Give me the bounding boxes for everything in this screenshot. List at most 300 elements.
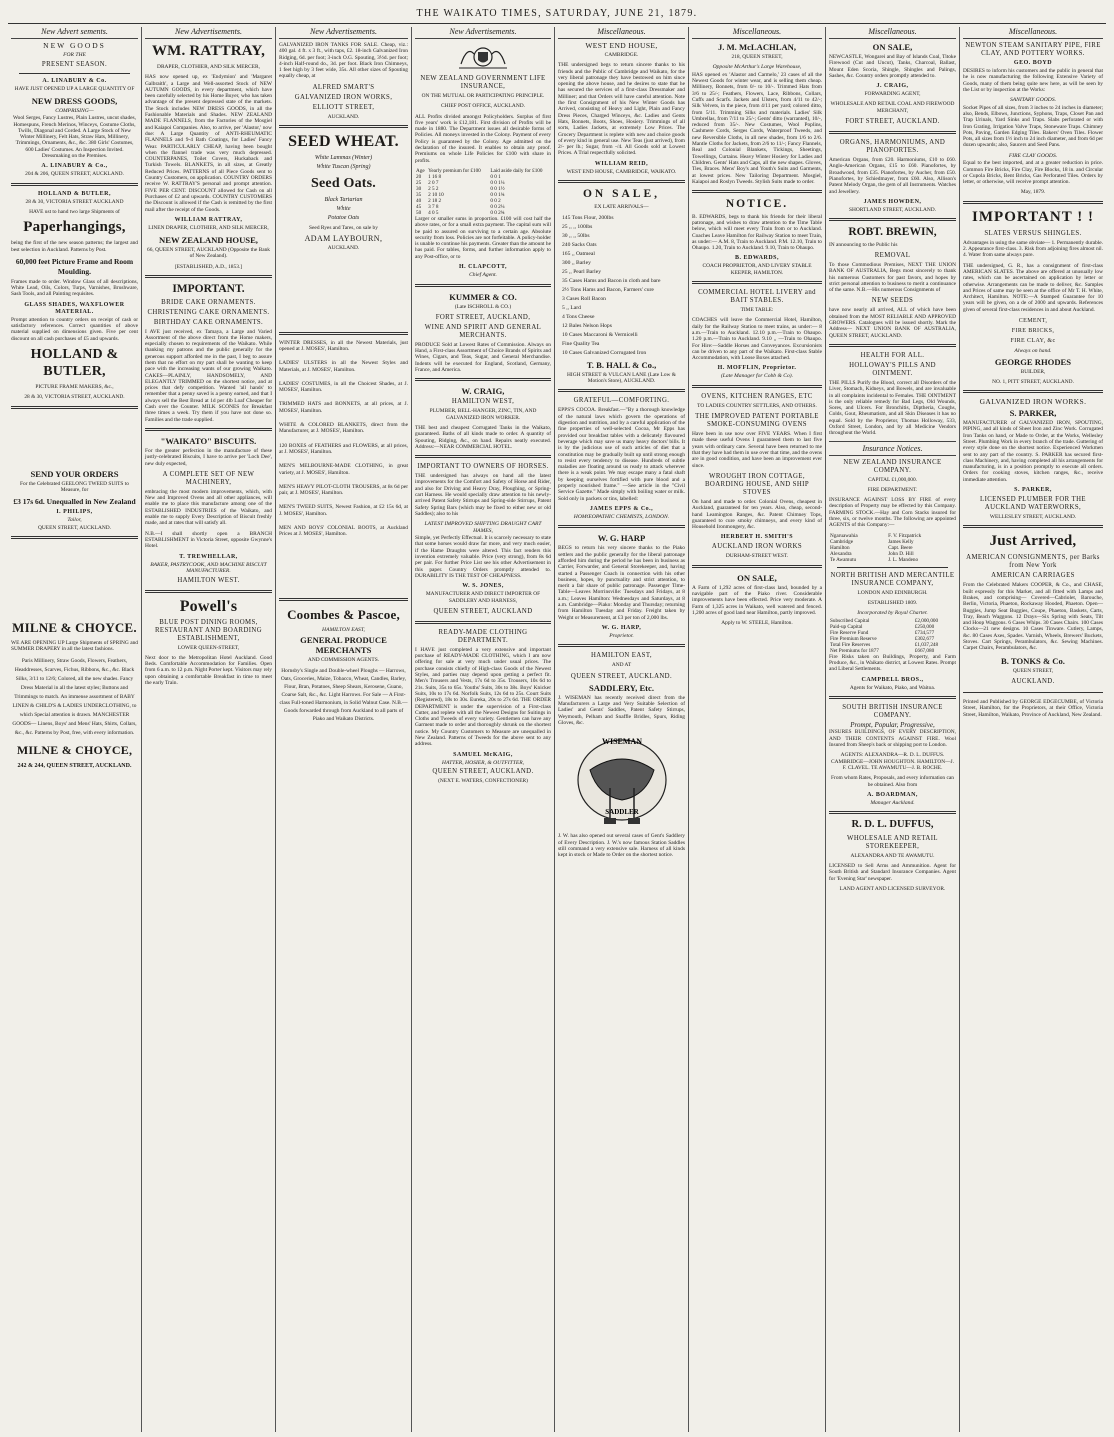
list-item: WINTER DRESSES, in all the Newest Materials, just opened at J. MOSES', Hamilton. xyxy=(279,339,408,352)
ad-text: CAPITAL £1,000,000. xyxy=(867,476,918,483)
table-cell: 0 0 2¼ xyxy=(490,203,505,210)
address: 204 & 206, QUEEN STREET, AUCKLAND. xyxy=(25,171,124,178)
ad-text: HAVE JUST OPENED UP A LARGE QUANTITY OF xyxy=(14,85,135,92)
table-cell: 35 xyxy=(416,191,422,198)
list-item: White Tuscan (Spring) xyxy=(316,164,371,171)
list-item: 25 ,, Pearl Barley xyxy=(562,268,601,275)
ad-text: FORWARDING AGENT, xyxy=(864,91,921,98)
ad-text: Chief Agent. xyxy=(469,272,497,279)
address: WELLESLEY STREET, AUCKLAND. xyxy=(989,514,1077,521)
list-item: 120 BOXES of FEATHERS and FLOWERS, at all prices, at J. MOSES', Hamilton. xyxy=(279,442,408,455)
ad-text: Tailor, xyxy=(67,517,82,524)
ad-heading: PRESENT SEASON. xyxy=(41,60,108,68)
list-item: MEN'S TWEED SUITS, Newest Fashion, at £2 15s 6d, at J. MOSES', Hamilton. xyxy=(279,504,408,517)
ad-text: CHIEF POST OFFICE, AUCKLAND. xyxy=(441,103,525,110)
ad-parker-galvanized xyxy=(963,398,1103,520)
table-cell: Subscribed Capital xyxy=(830,617,870,624)
ad-heading: PLUMBER, BELL-HANGER, ZINC, TIN, AND GALVANIZED IRON WORKER. xyxy=(429,408,537,421)
address: QUEEN STREET, AUCKLAND xyxy=(433,607,533,615)
ad-craig-plumber xyxy=(415,386,551,450)
coat-of-arms-icon xyxy=(453,42,513,72)
ad-heading: NEW DRESS GOODS, xyxy=(31,95,118,106)
table-cell: 45 xyxy=(416,203,422,210)
list-item: White Lammas (Winter) xyxy=(314,155,373,162)
ad-body: Wool Serges, Fancy Lustres, Plain Lustres, uncut shades, Homespuns, French Merinos, Winceys, Costume Cloths, Twills, Diagonal and Corded. A Large Stock of New Winter Millinery, Felt Hats, Straw Hats, Millinery, Trimmings, Ornaments, &c., &c. 380 Girls' Costumes, 600 Ladies' Costumes. An Inspection Invited. Dressmaking on the Premises. xyxy=(13,115,136,160)
ad-text: COMPRISING— xyxy=(55,107,94,114)
ad-heading: A COMPLETE SET OF NEW MACHINERY, xyxy=(162,470,255,486)
ad-heading: NEWTON STEAM SANITARY PIPE, FIRE CLAY, AND POTTERY WORKS. xyxy=(965,42,1101,57)
firm-logo: Coombes & Pascoe, xyxy=(287,606,400,622)
ad-hall-on-sale xyxy=(558,188,685,384)
signature: A. BOARDMAN, xyxy=(867,791,918,798)
ad-body: GALVANIZED IRON TANKS FOR SALE. Cheap, viz.: 400 gal. 4 ft. x 3 ft., with taps, £2. 18-inch Galvanized Iron Ridging, 6d. per foot; 3-inch O.G. Spouting, 3½d. per foot; 4-inch Half-round do., 3d. per foot. Black Iron Chimneys, 1 feet high by 3 feet wide, 35s. All other sizes of Spouting equally cheap, at xyxy=(279,42,408,80)
price: £3 17s 6d. Unequalled in New Zealand xyxy=(13,497,136,507)
address: FORT STREET, AUCKLAND, xyxy=(435,313,531,321)
ad-text: Seed Ryes and Tares, on sale by xyxy=(309,225,378,232)
table-cell: John D. Hill xyxy=(888,550,914,557)
item-list xyxy=(558,214,685,358)
table-cell: James Kelly xyxy=(888,538,914,545)
table-cell: 0 0 1 xyxy=(490,173,501,180)
ad-text: EX LATE ARRIVALS— xyxy=(594,203,649,210)
table-cell: 3 7 8 xyxy=(428,203,439,210)
ad-text: TO LADIES COUNTRY SETTLERS, AND OTHERS. xyxy=(697,402,817,409)
ad-coombes-pascoe xyxy=(279,606,408,724)
ad-heading: NORTH BRITISH AND MERCANTILE INSURANCE COMPANY, xyxy=(830,571,955,587)
ad-body: Socket Pipes of all sizes, from 3 inches to 24 inches in diameter; also, Bends, Elbows, Junctions, Syphons, Traps, Closet Pan and Trap Urinals, Yard Sinks and Traps. Slabs perforated or with Iron Grating, Irrigation Valve Traps, Stoneware Traps. Chimney Pots, Paving, Garden Edging Tiles. Bakers' Oven Tiles. Flower Pots, all sizes from 1½ inch to 24 inch diameter, and from 6d per dozen upwards; also, Saucers and Seed Pans. xyxy=(963,104,1103,149)
list-item: 35 Cases Hams and Bacon in cloth and bare xyxy=(562,277,661,284)
column-heading: Miscellaneous. xyxy=(558,27,685,39)
ad-heading: Seed Oats. xyxy=(311,176,376,192)
firm-logo: HOLLAND & BUTLER, xyxy=(30,346,119,379)
firm-name: ALFRED SMART'S xyxy=(312,83,375,91)
ad-heading: NEW ZEALAND INSURANCE COMPANY. xyxy=(843,458,942,474)
ad-heading: HEALTH FOR ALL. xyxy=(860,351,925,359)
list-item: 145 Tons Flour, 200lbs xyxy=(562,214,614,221)
table-cell: 40 xyxy=(416,197,422,204)
signature: H. CLAPCOTT, xyxy=(458,264,508,271)
ad-heading: IMPORTANT ! ! xyxy=(972,208,1094,225)
ad-heading: CHRISTENING CAKE ORNAMENTS. xyxy=(147,308,270,316)
ad-smith-ovens xyxy=(692,393,822,560)
table-cell: £2,000,000 xyxy=(914,617,939,624)
list-item: MEN'S MELBOURNE-MADE CLOTHING, in great variety, at J. MOSES', Hamilton. xyxy=(279,463,408,476)
list-item: Black Tartarian xyxy=(324,197,363,204)
ad-heading: ON SALE, xyxy=(872,42,913,52)
ad-body: INSURANCE AGAINST LOSS BY FIRE of every description of Property may be effected by this Company. FARMING STOCK.—Hay and Corn Stacks insured for three, six, or twelve months. The following are appointed AGENTS of this Company:— xyxy=(829,497,956,529)
firm-name: S. PARKER, xyxy=(1009,408,1057,419)
ad-text: FOR THE xyxy=(63,52,86,58)
table-row xyxy=(829,557,956,563)
ad-text: FIRE DEPARTMENT. xyxy=(867,486,918,493)
ad-heading: SADDLERY, Etc. xyxy=(588,682,655,693)
ad-mclachlan xyxy=(692,42,822,185)
ad-body: being the first of the new season patterns; the largest and best selection in Auckland. Patterns by Post. xyxy=(11,240,138,253)
list-item: 25 ,, ,, 100lbs xyxy=(562,223,593,230)
firm-name: R. D. L. DUFFUS, xyxy=(851,819,934,831)
address: ELLIOTT STREET, xyxy=(312,103,375,111)
ad-harp xyxy=(558,533,685,639)
ad-body: I AVE just received, ex Tamaya, a Large and Varied Assortment of the above direct from the Home makers, especially chosen to requirements of the Waikato. While thanking my patrons and the public generally for the generous support afforded me in the past, I beg to assure them that no effort on my part shall be wanting to keep pace with the increasing wants of our growing Waikato. CAKES—PLAINLY, HANDSOMELY, AND ELEGANTLY TRIMMED on the shortest notice, and at prices that defy competition. Wanted 'all hands' to remember that a penny saved is a penny earned, and that I always sell the Best Bread at 1d per 4lb Loaf Cheaper for Cash over the Counter. MILK SCONES for Breakfast three times a week. Try them if you have not done so. Families and the trade supplied. xyxy=(145,328,272,423)
table-cell: 4 0 5 xyxy=(428,209,439,216)
address: WEST END HOUSE, CAMBRIDGE, WAIKATO. xyxy=(566,168,677,175)
ad-text: LINEN DRAPER, CLOTHIER, AND SILK MERCER, xyxy=(148,224,269,231)
ad-heading: NEW SEEDS xyxy=(871,297,914,305)
ad-text: AMERICAN CONSIGNMENTS, per Barks from New York xyxy=(966,554,1100,570)
ad-body: THE PILLS Purify the Blood, correct all Disorders of the Liver, Stomach, Kidneys, and Bowels, and are invaluable in all complaints incidental to Females. THE OINTMENT is the only reliable remedy for Bad Legs, Old Wounds, Sores, and Ulcers. For Bronchitis, Diptheria, Coughs, Colds, Gout, Rheumatism, and all Skin Diseases it has no equal. Sold by the Proprietor, Thomas Holloway, 533, Oxford Street, London, and by all Medicine Vendors throughout the World. xyxy=(829,379,956,437)
ad-text: (Late Manager for Cobb & Co). xyxy=(720,373,794,380)
table-cell: Paid-up Capital xyxy=(830,623,863,630)
ad-body: Hornsby's Single and Double-wheel Ploughs — Harrows, Oats, Groceries, Maize, Tobacco, Wheat, Candles, Barley, Flour, Bran, Potatoes, Sheep Shears, Kerosene, Guano, Coarse Salt, &c., &c. Light Harrows. For Sale — A First-class Full-toned Harmonium, in Solid Walnut Case. N.B.—Goods forwarded through from Auckland to all parts of Piako and Waikato Districts. xyxy=(279,668,408,723)
table-header: Yearly premium for £100 xyxy=(428,167,481,174)
ad-seed-wheat xyxy=(279,133,408,171)
ad-heading: REMOVAL xyxy=(874,251,911,259)
ad-heading: SANITARY GOODS. xyxy=(1009,97,1057,104)
ad-text: HATTER, HOSIER, & OUTFITTER, xyxy=(441,759,525,766)
list-item: 300 ,, Barley xyxy=(562,259,591,266)
ad-steele-on-sale xyxy=(692,573,822,627)
ad-mckaig-clothing xyxy=(415,629,551,785)
ad-heading: BRIDE CAKE ORNAMENTS. xyxy=(161,298,256,306)
ad-text: AGENTS: ALEXANDRA—R. D. L. DUFFUS. CAMBRIDGE—JOHN HOUGHTON. HAMILTON—J. F. CLAVEL. TE AWAMUTU—J. B. ROCHE. xyxy=(831,752,954,771)
ad-body: MANUFACTURER of GALVANIZED IRON, SPOUTING, PIPING, and all kinds of Sheet Iron and Zinc Work. Corrugated Iron Tanks on hand, or Made to Order, at the Works, Wellesley Street. Plumbing Work in every branch of the trade. Guttering of every style done on the shortest notice. Experienced Workmen sent to any part of the country. S. PARKER has secured first-class Machinery, and, having completed all his arrangements for manufacturing, is in a position promptly to execute all orders. Orders for cooking stoves, kitchen ranges, &c., receive immediate attention. xyxy=(963,420,1103,483)
signature: HERBERT H. SMITH'S xyxy=(720,534,794,541)
ad-body: From whom Rates, Proposals, and every information can be obtained. Also from xyxy=(831,775,954,788)
ad-body: Next door to the Metropolitan Hotel Auckland. Good Beds. Comfortable Accommodation for Families. Open from 6 a.m. to 12 p.m. Night Porter kept. Visitors may rely upon obtaining a comfortable Breakfast in time to meet the early Train. xyxy=(145,654,272,687)
table-cell: 2 5 2 xyxy=(428,185,439,192)
table-cell: Capt. Beere xyxy=(888,544,913,551)
ad-text: Opposite McArthur's Large Warehouse, xyxy=(712,64,802,71)
table-cell: 1 16 8 xyxy=(428,173,442,180)
table-cell: Hamilton xyxy=(830,544,850,551)
column-heading: New Advert sements. xyxy=(11,27,138,39)
list-item: LADIES' ULSTERS in all the Newest Styles and Materials, at J. MOSES', Hamilton. xyxy=(279,360,408,373)
table-cell: 30 xyxy=(416,185,422,192)
table-cell: £734,577 xyxy=(914,629,935,636)
ad-biscuits xyxy=(145,436,272,585)
ad-text: AND COMMISSION AGENTS. xyxy=(307,657,380,664)
table-cell: Alexandra xyxy=(830,550,852,557)
ad-body: Prompt attention to country orders on receipt of cash or satisfactory references. Correct quantities of above material supplied on dimensions given. Five per cent discount on all cash purchases of £5 and upwards. xyxy=(11,316,138,342)
table-cell: Fire Premium Reserve xyxy=(830,635,877,642)
table-cell: £302,677 xyxy=(914,635,935,642)
ad-body: American Organs, from £20. Harmoniums, £10 to £60. Anglo-American Organs, £15 to £60. Pianofortes, by Broadwood, from £35. Pianofortes, by Aucher, from £50. Pianofortes, by Schiedmayer, from £60. Also, Allison's Patent Melody Organ, the gem of all Instruments. Watches and Jewellery. xyxy=(829,157,956,195)
firm-logo: MILNE & CHOYCE, xyxy=(16,742,133,757)
ad-body: J. WISEMAN has recently received direct from the Manufacturers a Large and Very Suitable Selection of Ladies' and Gents' Saddles, Patent Safety Stirrups, Weymouth, Pelham and Snaffle Bridles, Spurs, Riding Gloves, &c. xyxy=(558,694,685,726)
ad-text: Prompt, Popular, Progressive, xyxy=(850,720,935,729)
ad-text: For the Celebrated GEELONG TWEED SUITS to Measure, for xyxy=(20,480,129,493)
firm-name: HOLLAND & BUTLER, xyxy=(37,190,111,197)
list-item: LADIES' COSTUMES, in all the Choicest Shades, at J. MOSES', Hamilton. xyxy=(279,380,408,394)
column-3 xyxy=(276,27,412,1432)
column-heading: New Advertisements. xyxy=(279,27,408,39)
ad-body: PRODUCE Sold at Lowest Rates of Commission. Always on Hand, a First-class Assortment of Choice Brands of Spirits and Wines, Cigars, and Teas, Sugar, and General Merchandise. Indents will be executed for England, Scotland, Germany, France, and America. xyxy=(415,341,551,374)
address: FORT STREET, AUCKLAND. xyxy=(845,118,940,126)
ad-heading: NOTICE. xyxy=(725,198,789,211)
column-4 xyxy=(412,27,555,1432)
ad-heading: GENERAL PRODUCE MERCHANTS xyxy=(300,635,387,656)
column-heading: New Advertisements. xyxy=(145,27,272,39)
ad-powells xyxy=(145,598,272,687)
address: 28 & 30, VICTORIA STREET, AUCKLAND. xyxy=(24,394,125,401)
ad-wiseman-saddlery xyxy=(558,652,685,858)
ad-kummer xyxy=(415,292,551,374)
table-cell: 25 xyxy=(416,179,422,186)
ad-text: HAVE ust to hand two large Shipments of xyxy=(29,208,120,215)
ad-text: HAMILTON WEST. xyxy=(177,576,240,584)
table-header: Age xyxy=(416,167,425,174)
list-item: 12 Bales Nelson Hops xyxy=(562,322,612,329)
ad-text: MANUFACTURER AND DIRECT IMPORTER OF SADDLERY AND HARNESS, xyxy=(425,591,541,604)
firm-name: J. M. McLACHLAN, xyxy=(717,42,797,52)
ad-govt-life-insurance xyxy=(415,42,551,279)
masthead xyxy=(8,3,1106,24)
list-item: 5 ,, Lard xyxy=(562,304,581,311)
ad-body: THE undersigned begs to return sincere thanks to his friends and the Public of Cambridge and Waikato, for the very liberal patronage they have bestowed on him since opening the above house, and he desires to state that he has secured the services of a first-class Dressmaker and Milliner; and that Orders will have careful attention. Note the first Consignment of his New Winter Goods has Arrived, consisting of Heavy and Light, Plain and Fancy Dress Pieces, Charged Winceys, &c. Ladies and Gents Hats, Bonnets, Boots, Shoes, Hosiery. Trimmings of all sorts, Ladies Jackets, at extremely Low Prices. The Grocery Department is replete with new and choice goods of every kind in general use. New Teas (just arrived), from 2/- per lb.; Sugar, from -/4. All Goods sold at Lowest Prices. A Trial respectfully solicited. xyxy=(558,62,685,157)
column-2 xyxy=(142,27,276,1432)
ad-milne-choyce xyxy=(11,619,138,769)
ad-howden-organs xyxy=(829,139,956,213)
ad-body: Frames made to order. Window Glass of all descriptions, White Lead, Oils, Colors, Turps, Varnishes, Brushware, Sash Tools, and all Painting requisites. xyxy=(11,278,138,298)
section-heading: Insurance Notices. xyxy=(829,441,956,456)
ad-text: WHOLESALE AND RETAIL COAL AND FIREWOOD MERCHANT, xyxy=(830,101,955,114)
ad-body: Equal to the best imported, and at a greater reduction in price. Common Fire Bricks, Fire Clay, Fire Blocks, 18 in. and Circular or Cupola Bricks, Bent Bricks, Gas Perforated Tiles. Orders by letter, or otherwise, will receive prompt attention. xyxy=(963,160,1103,186)
ad-body: For the greater perfection in the manufacture of these justly-celebrated Biscuits, I have to arrive per 'Loch Dee', new duly expected, xyxy=(145,447,272,467)
table-cell: 2 18 2 xyxy=(428,197,442,204)
ad-body: NEWCASTLE, Wongarei and Bay of Islands Coal, Titoke Firewood (Cut and Uncut), Tanks, Charcoal, Ballast, Mount Eden Scoria, Shingle, Shingles and Palings, Sashes, &c. Country orders promptly attended to. xyxy=(829,54,956,79)
firm-name: ROBT. BREWIN, xyxy=(848,226,937,239)
ad-body: DESIRES to inform his customers and the public in general that he is now manufacturing the following Extensive Variety of Goods, many of them being quite new here, as will be seen by the List or by inspection at the Works: xyxy=(963,68,1103,93)
signature: W. S. JONES, xyxy=(462,583,504,590)
ad-heading: SEED WHEAT. xyxy=(288,133,399,151)
ad-body: BEGS to return his very sincere thanks to the Piako settlers and the public generally for the liberal patronage afforded him during the period he has been in business as Carrier, Forwarder, and General Storekeeper, and, having started a Passenger Coach in connection with his other business, hopes, by punctuality and strict attention, to merit a fair share of public patronage. Passenger Time-Table—Leaves Morrinsville: Tuesdays and Fridays, at 8 a.m.; Leaves Hamilton: Wednesdays and Saturdays, at 8 a.m. Cambridge—Piako: Monday and Thursday; returning from Hamilton Tuesday and Friday. Freight taken by Weight or Measurement, at £3 per ton of 2,000 lbs. xyxy=(558,545,685,621)
ad-body: A Farm of 1,292 acres of first-class land, bounded by a navigable part of the Piako river. Considerable improvements have been effected. Price very moderate. A Farm of 1,325 acres in Waikato, well watered and fenced. 1,200 acres of good land near Hamilton, partly improved. xyxy=(692,584,822,616)
ad-text: LICENSED PLUMBER FOR THE AUCKLAND WATERWORKS, xyxy=(980,496,1086,512)
table-cell: Net Premiums for 1877 xyxy=(830,647,879,654)
ad-heading: SEND YOUR ORDERS xyxy=(30,468,119,479)
firm-logo: Powell's xyxy=(179,597,238,615)
ad-smart-tanks xyxy=(279,42,408,120)
printer-imprint: Printed and Published by GEORGE EDGECUMBE, of Victoria Street, Hamilton, for the Proprietors, at their Office, Victoria Street, Hamilton, Waikato, Province of Auckland, New Zealand. xyxy=(963,698,1103,718)
ad-body: ALL Profits divided amongst Policyholders. Surplus of first five years' work is £12,181. First division of Profits will be made in 1880. The Department issues all desirable forms of Policies. All moneys invested in the Colony. Payment of every Policy is guaranteed by the Colony. Age admitted on the declaration of the insured. It enables to obtain any proof. Premiums on whole Life Policies for £100 with share in profits. xyxy=(415,113,551,164)
ad-body: INSURES BUILDINGS, OF EVERY DESCRIPTION, AND THEIR CONTENTS AGAINST FIRE. Wool Insured from Sheep's back or shipping port to London. xyxy=(829,729,956,749)
ad-boyd-pottery xyxy=(963,42,1103,196)
table-cell: 50 xyxy=(416,209,422,216)
finance-table xyxy=(829,618,956,654)
ad-text: [ESTABLISHED, A.D., 1853.] xyxy=(174,263,243,270)
table-cell: 0 0 2¾ xyxy=(490,209,505,216)
ad-body: embracing the most modern improvements, which, with New and Improved Ovens and all other appliances, will enable me to place this manufacture among one of the ESTABLISHED INDUSTRIES of the Waikato, and enable me to supply Every Description of Biscuit freshly made, and at rates that will satisfy all. xyxy=(145,488,272,527)
ad-heading: NEW ZEALAND GOVERNMENT LIFE INSURANCE, xyxy=(420,75,546,90)
list-item: 4 Tons Cheese xyxy=(562,313,595,320)
ad-heading: SOUTH BRITISH INSURANCE COMPANY. xyxy=(842,703,943,719)
list-item: 165 ,, Oatmeal xyxy=(562,250,595,257)
ad-heading: NEW ZEALAND HOUSE, xyxy=(159,235,258,246)
address: HIGH STREET & VULCAN LANE (Late Low & Motion's Store), AUCKLAND. xyxy=(567,371,676,385)
ad-body: From the Celebrated Makers COOPER, & Co., and CHASE, built expressly for this Market, and all fitted with Lamps and Brakes, and comprising— Covered—Cabriolet, Barouche, Berlin, Victoria, Phaeton, Rockaway Hooded, Phaeton. Open—Buggies, Jump Seat Buggies, Coupe, Phaeton, Baskets, Carts, Tray, Beach Waggons. 12 Drays—Six Spring with Seats, Tilt and Hoop Waggons. 6 Cases Whips. 30 Cases Chairs. 100 Cases Clocks—21 new designs. 10 Cases Tinware. Cutlery, Lamps, &c. 80 Cases Axes, Spades. Varnish, Wheels, Brewers' Buckets, Stoves. Cart Springs, Perambulators, &c. Sewing Machines. Carpet Chairs, Perambulators, &c. xyxy=(963,582,1103,652)
address: NO. 1, PITT STREET, AUCKLAND. xyxy=(992,378,1074,385)
ad-seed-oats xyxy=(279,175,408,252)
ad-rhodes-slates xyxy=(963,209,1103,385)
list-item: MEN AND BOYS' COLONIAL BOOTS, at Auckland Prices at J. MOSES', Hamilton. xyxy=(279,525,408,538)
table-cell: Ngaruawahia xyxy=(830,532,858,539)
ad-heading: ON SALE, xyxy=(582,188,661,201)
ad-text: AND AT xyxy=(611,662,632,669)
ad-text: (NEXT E. WATERS, CONFECTIONER) xyxy=(438,778,528,785)
ad-body: EPPS'S COCOA. Breakfast.—"By a thorough knowledge of the natural laws which govern the operations of digestion and nutrition, and by a careful application of the fine properties of well-selected Cocoa, Mr Epps has provided our breakfast tables with a delicately flavoured beverage which may save us many heavy doctors' bills. It is by the judicious use of such articles of diet that a constitution may be gradually built up until strong enough to resist every tendency to disease. Hundreds of subtle maladies are floating around us ready to attack wherever there is a weak point. We may escape many a fatal shaft by keeping ourselves fortified with pure blood and a properly nourished frame." —See article in the "Civil Service Gazette." Made simply with boiling water or milk. Sold only in packets or tins, labelled: xyxy=(558,407,685,502)
ad-text: GALVANIZED IRON WORKS, xyxy=(294,93,393,101)
ad-text: IN announcing to the Public his xyxy=(829,241,898,248)
ad-heading: BIRTHDAY CAKE ORNAMENTS. xyxy=(153,318,264,326)
ad-philips xyxy=(11,469,138,531)
list-item: 240 Sacks Oats xyxy=(562,241,597,248)
firm-name: A. LINABURY & Co., xyxy=(41,163,108,170)
ad-linabury xyxy=(11,42,138,178)
address: ALEXANDRA AND TE AWAMUTU. xyxy=(850,852,935,859)
table-cell: £667,080 xyxy=(914,647,935,654)
firm-name: J. CRAIG, xyxy=(876,83,909,90)
ad-duffus xyxy=(829,819,956,892)
firm-name: WM. RATTRAY, xyxy=(151,43,266,59)
table-cell: Fire Reserve Fund xyxy=(830,629,869,636)
ad-heading: LATEST IMPROVED SHIFTING DRAUGHT CART HAMES, xyxy=(424,521,542,534)
list-item: FIRE BRICKS, xyxy=(1011,328,1055,335)
list-item: White xyxy=(336,206,351,213)
saddle-engraving-icon xyxy=(562,730,682,830)
ad-text: ON THE MUTUAL OR PARTICIPATING PRINCIPLE. xyxy=(421,93,545,99)
signature: S. PARKER, xyxy=(1014,487,1052,494)
firm-name: A. LINABURY & Co. xyxy=(42,77,107,84)
ad-jones-saddlery xyxy=(415,463,551,616)
ad-text: AUCKLAND IRON WORKS xyxy=(711,543,803,551)
table-cell: Cambridge xyxy=(830,538,854,545)
signature: H. MOFFLIN, Proprietor. xyxy=(717,365,797,372)
table-cell: 20 xyxy=(416,173,422,180)
ad-heading: SLATES VERSUS SHINGLES. xyxy=(984,229,1082,237)
ad-heading: 60,000 feet Picture Frame and Room Moulding. xyxy=(15,256,134,276)
table-cell: 0 0 2 xyxy=(490,197,501,204)
table-cell: 0 0 1¾ xyxy=(490,191,505,198)
ad-heading: GRATEFUL—COMFORTING. xyxy=(573,397,670,405)
ad-important-cake xyxy=(145,283,272,423)
ad-text: PICTURE FRAME MAKERS, &c., xyxy=(35,383,114,390)
list-item: 3 Cases Roll Bacon xyxy=(562,295,606,302)
firm-name: T. B. HALL & Co., xyxy=(586,359,657,370)
signature: GEORGE RHODES xyxy=(994,356,1072,367)
ad-heading: IMPORTANT TO OWNERS OF HORSES. xyxy=(417,463,549,471)
ad-body: To those Commodious Premises, NEXT THE UNION BANK OF AUSTRALIA, Begs most sincerely to thank his numerous Customers for past favors, and hopes by strict personal attention to business to merit a continuance of the same. N.B.—His numerous Consignments of xyxy=(829,261,956,294)
ad-body: J. W. has also opened out several cases of Gent's Saddlery of Every Description. J. W.'s now famous Station Saddles still command a very extensive sale. Harness of all kinds kept in stock or Made to Order on the shortest notice. xyxy=(558,833,685,859)
ad-heading: WEST END HOUSE, xyxy=(585,41,658,50)
ad-holland-butler xyxy=(11,191,138,401)
ad-rattray xyxy=(145,43,272,270)
firm-name: KUMMER & CO. xyxy=(449,291,517,302)
ad-text: AUCKLAND. xyxy=(1011,677,1055,685)
ad-nz-insurance xyxy=(829,459,956,691)
ad-heading: READY-MADE CLOTHING DEPARTMENT. xyxy=(438,628,528,644)
ad-tonks-carriages xyxy=(963,533,1103,686)
ad-body: Larger or smaller sums in proportion. £100 will cost half the above rates, or for a small extra payment. The capital sum will be paid to assured on surviving to a certain age. Absolute security from loss. Policies are not forfeitable. A policy-holder is unable to continue his payments. Greater than the amount he has paid. For tables, forms, and further information apply to any Post-office, or to xyxy=(415,215,551,260)
address: QUEEN STREET, AUCKLAND. xyxy=(570,672,673,680)
list-item: FIRE CLAY, &c xyxy=(1010,338,1056,345)
ad-text: (Late ISCHROLL & CO.) xyxy=(454,303,512,310)
signature: WILLIAM REID, xyxy=(594,160,649,167)
signature: WILLIAM RATTRAY, xyxy=(174,216,243,223)
signature: CAMPBELL BROS., xyxy=(861,676,924,683)
table-cell: Te Awamutu xyxy=(830,556,857,563)
item-list xyxy=(279,196,408,222)
address: QUEEN STREET, AUCKLAND. xyxy=(38,524,111,531)
ad-text: LONDON AND EDINBURGH. xyxy=(857,589,928,596)
address: 218, QUEEN STREET, xyxy=(731,54,783,60)
ad-text: Agents for Waikato, Piako, and Waitoa. xyxy=(849,684,936,691)
ad-heading: OVENS, KITCHEN RANGES, ETC xyxy=(701,392,813,400)
ad-heading: GALVANIZED IRON WORKS. xyxy=(979,397,1087,407)
premium-table xyxy=(415,168,551,216)
column-heading: Miscellaneous. xyxy=(963,27,1103,39)
table-cell: 2 10 10 xyxy=(428,191,444,198)
ad-body: THE undersigned has always on hand all the latest improvements for the Comfort and Safety of Horse and Rider, and also for Driving and Heavy Dray, Ploughing, or Spring-cart Harness. He would specially draw attention to his newly-arrived Patent Safety Stirrups and Spring-side Stirrups, Patent Safety Spring Bars (which may be fixed to either new or old Saddles); also to his xyxy=(415,473,551,517)
ad-heading: ORGANS, HARMONIUMS, AND PIANOFORTES. xyxy=(839,139,946,155)
seal-lettering: SADDLER xyxy=(604,808,639,817)
address: HAMILTON EAST, xyxy=(322,626,365,633)
ad-heading: ON SALE, xyxy=(737,572,777,583)
table-cell: J. L. Mandeno xyxy=(888,556,919,563)
address: LOWER QUEEN-STREET, xyxy=(177,644,240,651)
ad-text: TIME TABLE: xyxy=(740,307,774,314)
column-heading: Miscellaneous. xyxy=(829,27,956,39)
column-1 xyxy=(8,27,142,1432)
signature: SAMUEL McKAIG, xyxy=(453,751,513,758)
firm-name: I. PHILIPS, xyxy=(56,509,93,516)
ad-heading: "WAIKATO" BISCUITS. xyxy=(160,435,257,446)
ad-text: WE ARE OPENING UP Large Shipments of SPRING and SUMMER DRAPERY in all the latest fashions. xyxy=(11,639,138,653)
ad-heading: WROUGHT IRON COTTAGE, BOARDING HOUSE, AND SHIP STOVES xyxy=(704,472,809,496)
ad-text: AUCKLAND. xyxy=(327,113,360,120)
ad-body: Advantages in using the same obviate— 1. Permanently durable. 2. Appearance first-class. 3. Risk from adjoining fires almost nil. 4. Water from same always pure. xyxy=(963,239,1103,259)
ad-body: Fire Risks taken on Buildings, Property, and Farm Produce, &c., in Waikato district, at Lowest Rates. Prompt and Liberal Settlements. xyxy=(829,653,956,673)
masthead-title: THE WAIKATO TIMES, SATURDAY, JUNE 21, 1879. xyxy=(416,8,698,19)
ad-body: HAS now opened up, ex 'Endymion' and 'Margaret Galbraith', a Large and Well-assorted Stock of NEW AUTUMN GOODS, in every department, which have been carefully selected by his Home Buyer, who has taken advantage of the present depressed state of the markets. The Stock includes NEW DRESS GOODS, in all the Fashionable Materials and Shades. NEW ZEALAND MADE FLANNELS, from the Factories of the Mosgiel and Kaiapoi Companies. Also, to arrive, per 'Alastor,' now due: A Large Quantity of ANTI-RHEUMATIC FLANNELS and 9-4 Bath Coatings, for Ladies' Fancy Wear. PARTICULARLY CHEAP, having been bought when the flannel trade was very much depressed. COUNTERPANES, Toilet Covers, Huckaback and Turkish Towels. BLANKETS, in all sizes, at Greatly Reduced Prices. PATTERNS of all Piece Goods sent to Country Customers, on application. COUNTRY ORDERS receive W. RATTRAY'S personal and prompt attention. FIVE PER CENT. DISCOUNT allowed for Cash on all Purchases of £2 and upwards. COUNTRY CUSTOMERS the Discount is allowed if the Cash is remitted by the first mail after the receipt of the Goods. xyxy=(145,74,272,213)
ad-heading: THE IMPROVED PATENT PORTABLE SMOKE-CONSUMING OVENS xyxy=(695,413,819,429)
ad-west-end-house xyxy=(558,42,685,175)
list-item: Potatoe Oats xyxy=(327,215,360,222)
table-header: Laid aside daily for £100 xyxy=(490,167,543,174)
ad-text: HOMŒOPATHIC CHEMISTS, LONDON. xyxy=(573,513,670,520)
ad-heading: AMERICAN CARRIAGES xyxy=(991,572,1075,580)
ad-text: WHOLESALE AND RETAIL STOREKEEPER, xyxy=(847,834,938,850)
column-6 xyxy=(689,27,826,1432)
address: SHORTLAND STREET, AUCKLAND. xyxy=(848,206,937,213)
ad-text: CAMBRIDGE. xyxy=(604,52,639,58)
ad-heading: FIRE CLAY GOODS. xyxy=(1008,152,1058,159)
list-item: TRIMMED HATS and BONNETS, at all prices, at J. MOSES', Hamilton. xyxy=(279,401,408,414)
list-item: 30 ,, ,, 50lbs xyxy=(562,232,590,239)
ad-body: HAS opened ex 'Alastor and Carmelo,' 23 cases of all the Newest Goods for winter wear, and is selling them cheap. Millinery, Bonnets, from 0/- to 10/-. Trimmed Hats from 3/6 to 25/-; Feathers, Flowers, Lace, Ribbons, Collars, Cuffs and Scarfs. Jackets and Ulsters, from 4/11 to 42/-; Silk Velvets, in the piece, from 4/11 per yard; colored ditto, from 5/11. Trimming Silks and materials. Ladies' Silk Umbrellas, from 7/11 to 25/-; Gents' ditto (warranted), 10/-, reduced from 35/-. New Costumes, Wool Poplins, Cashmere Cords, Serges Cords, Waterproof Tweeds, and new Reversible Cloths, in all new shades, from 1/6 to 2/6. Mantle Cloths for Jackets, from 2/6 to 11/-; Fancy Flannels, Real and Colonial Blankets, Tickings, Sheetings, Towellings, Curtains. Heavy Winter Hosiery for Ladies and Children. Gents' Hats and Caps, all the new shapes. Gloves, Ties, Braces. Mens' Boy's and Youth's Suits and Garments, at lowest prices. New Tailoring Department. Mosgiel, Kaiapoi and Roslyn Tweeds. Stylish Suits made to order. xyxy=(692,71,822,185)
signature: W. G. HARP, xyxy=(601,624,642,631)
list-item: CEMENT, xyxy=(1018,318,1048,325)
signature: B. EDWARDS, xyxy=(734,255,779,262)
ad-body: Simple, yet Perfectly Effectual. It is scarcely necessary to state that some horses would draw far more, and very much easier, if the Hame Draughts were altered. This fact renders this invention extremely valuable. Price (very strong), from 8s 6d per pair. For further Price List see his other Advertisement in this paper. Country Orders promptly attended to. DURABILITY IS THE TEST OF CHEAPNESS. xyxy=(415,535,551,579)
ad-heading: COMMERCIAL HOTEL LIVERY and BAIT STABLES. xyxy=(698,289,816,305)
ad-body: I HAVE just completed a very extensive and important purchase of READY-MADE CLOTHING, which I am now offering for sale at very much under usual prices. The purchase consists chiefly of High-class Goods of the Newest Styles, and parties may depend upon getting a perfect fit. Men's Trousers and Vests, 17s 6d to 35s. Trousers, 10s 6d to 21s. Suits, 35s to 65s. Youths' Suits, 30s to 38s. Boys' Knicker Suits, 10s to 17s 6d. Norfolk Suits, 12s 6d to 25s. Court Suits (Registered), 18s to 30s. Eureka, 20s to 27s 6d. THE ORDER DEPARTMENT is under the supervision of a First-class Cutter, and replete with all the Newest Designs for Suitings in Cloths and Tweeds of every variety. Gentlemen can have any Garment made to order and thoroughly shrunk on the shortest notice. My Country Customers to Measure are unequalled in New Zealand. Patterns of Tweeds for the above sent to any address. xyxy=(415,646,551,748)
ad-body: THE best and cheapest Corrugated Tanks in the Waikato, guaranteed. Baths of all kinds made to order. A quantity of Spouting, Ridging, &c., on hand. Repairs neatly executed. Address:—NEAR COMMERCIAL HOTEL. xyxy=(415,424,551,450)
column-heading: Miscellaneous. xyxy=(692,27,822,39)
signature: B. TONKS & Co. xyxy=(1001,655,1065,666)
list-item: 10 Cases Galvanized Corrugated Iron xyxy=(562,349,647,356)
list-item: Fine Quality Tea xyxy=(562,340,600,347)
ad-text: AUCKLAND. xyxy=(327,245,360,252)
